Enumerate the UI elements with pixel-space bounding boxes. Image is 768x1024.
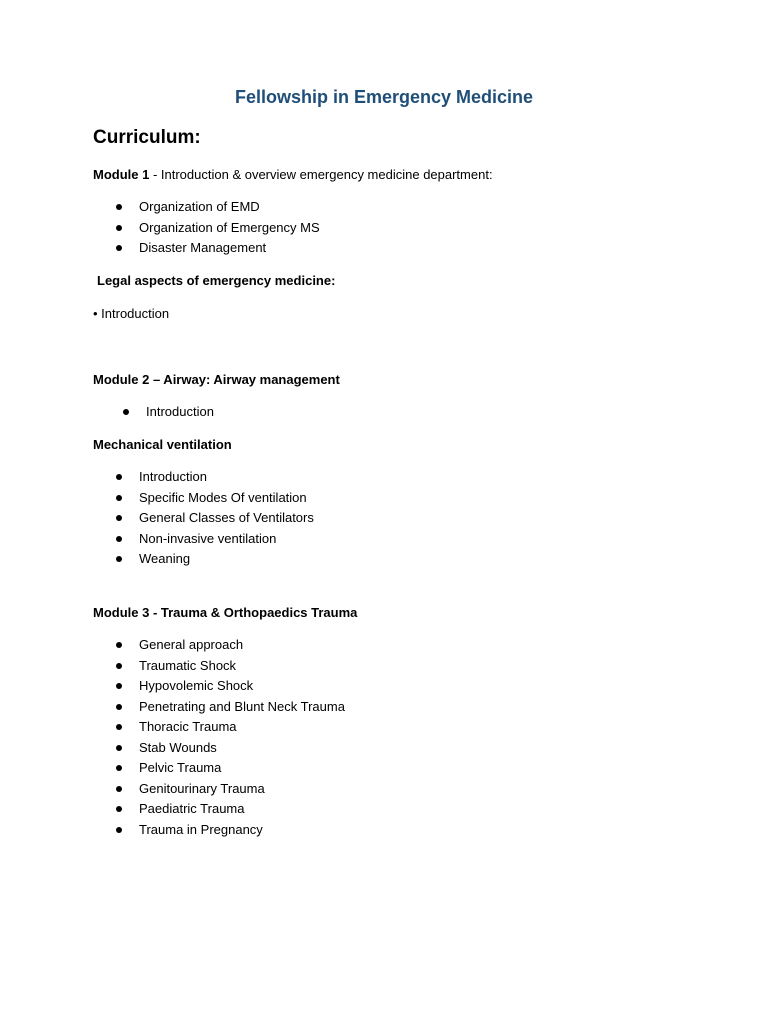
- list-item-label: Organization of EMD: [139, 199, 260, 214]
- bullet-icon: [116, 225, 122, 231]
- bullet-icon: [116, 245, 122, 251]
- list-item-label: Genitourinary Trauma: [139, 780, 265, 796]
- module3-list: [0, 635, 345, 840]
- module1-label: Module 1: [93, 167, 150, 182]
- list-item: [0, 635, 345, 656]
- list-item-label: General Classes of Ventilators: [139, 510, 314, 525]
- bullet-icon: [116, 745, 122, 751]
- list-item: [0, 549, 314, 570]
- list-item-label: Penetrating and Blunt Neck Trauma: [139, 698, 345, 714]
- list-item: [0, 238, 320, 259]
- list-item: [0, 758, 345, 779]
- bullet-icon: [116, 786, 122, 792]
- curriculum-heading: Curriculum:: [93, 127, 201, 148]
- ventilation-list: [0, 467, 314, 570]
- bullet-icon: [116, 806, 122, 812]
- list-item-label: Disaster Management: [139, 240, 267, 255]
- module2-list: [0, 402, 214, 423]
- list-item: [0, 799, 345, 820]
- bullet-icon: [116, 474, 122, 480]
- bullet-icon: [116, 642, 122, 648]
- list-item: [0, 508, 314, 529]
- list-item-label: Stab Wounds: [139, 739, 217, 755]
- legal-item: • Introduction: [93, 306, 170, 321]
- bullet-icon: [116, 827, 122, 833]
- bullet-icon: [116, 495, 122, 501]
- bullet-icon: [116, 663, 122, 669]
- list-item: [0, 488, 314, 509]
- module1-description: - Introduction & overview emergency medicine department:: [149, 167, 493, 182]
- list-item: [0, 197, 320, 218]
- list-item-label: Non-invasive ventilation: [139, 530, 277, 546]
- bullet-icon: [116, 683, 122, 689]
- bullet-icon: [123, 409, 129, 415]
- module1-heading: [93, 167, 493, 182]
- document-title: Fellowship in Emergency Medicine: [234, 87, 534, 107]
- list-item-label: Weaning: [139, 551, 191, 566]
- list-item-label: Trauma in Pregnancy: [139, 821, 263, 837]
- list-item: [0, 656, 345, 677]
- bullet-icon: [116, 204, 122, 210]
- list-item: [0, 717, 345, 738]
- list-item: [0, 402, 214, 423]
- list-item-label: Pelvic Trauma: [139, 760, 222, 775]
- list-item: [0, 820, 345, 841]
- module1-list: [0, 197, 320, 259]
- list-item: [0, 676, 345, 697]
- list-item: [0, 218, 320, 239]
- list-item: [0, 467, 314, 488]
- bullet-icon: [116, 556, 122, 562]
- list-item-label: Organization of Emergency MS: [139, 219, 320, 235]
- bullet-icon: [116, 704, 122, 710]
- list-item-label: Specific Modes Of ventilation: [139, 489, 307, 505]
- list-item-label: General approach: [139, 637, 244, 652]
- list-item: [0, 779, 345, 800]
- list-item-label: Traumatic Shock: [139, 657, 237, 673]
- module3-heading: Module 3 - Trauma & Orthopaedics Trauma: [93, 605, 358, 620]
- bullet-icon: [116, 536, 122, 542]
- module2-heading: Module 2 – Airway: Airway management: [93, 372, 340, 387]
- list-item: [0, 529, 314, 550]
- list-item-label: Introduction: [139, 469, 207, 484]
- list-item-label: Paediatric Trauma: [139, 801, 245, 816]
- list-item-label: Hypovolemic Shock: [139, 678, 254, 693]
- list-item: [0, 697, 345, 718]
- bullet-icon: [116, 724, 122, 730]
- ventilation-heading: Mechanical ventilation: [93, 437, 232, 452]
- bullet-icon: [116, 765, 122, 771]
- bullet-icon: [116, 515, 122, 521]
- list-item-label: Thoracic Trauma: [139, 719, 237, 734]
- list-item-label: Introduction: [146, 404, 214, 419]
- list-item: [0, 738, 345, 759]
- legal-heading: Legal aspects of emergency medicine:: [97, 273, 336, 288]
